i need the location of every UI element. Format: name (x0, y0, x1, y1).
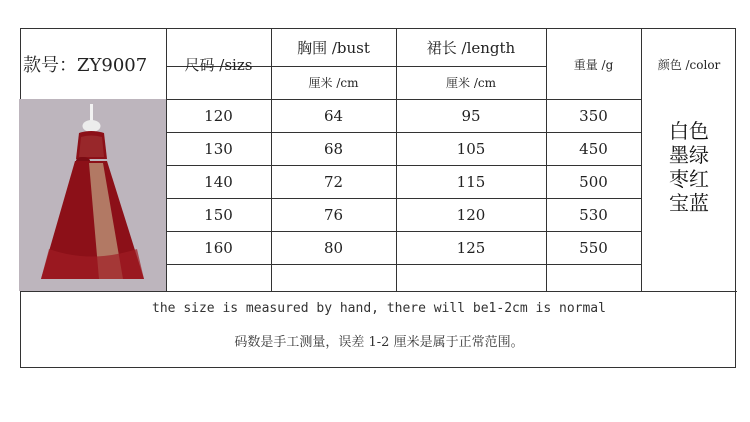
size-chart (20, 28, 736, 368)
color-option: 白色 (669, 119, 709, 143)
header-color: 颜色 /color (657, 57, 721, 72)
model-number: 款号：ZY9007 (23, 55, 148, 76)
bodice-embroidery (79, 136, 104, 158)
cell-size: 120 (204, 106, 233, 125)
header-weight: 重量 /g (573, 57, 614, 72)
color-list (641, 119, 737, 231)
note-english: the size is measured by hand, there will be1-2cm is normal (152, 301, 606, 316)
header-bust-unit: 厘米 /cm (308, 76, 359, 90)
mannequin-head (83, 120, 101, 132)
cell-bust: 80 (323, 238, 344, 257)
cell-bust: 68 (323, 139, 344, 158)
color-option: 宝蓝 (669, 191, 709, 215)
header-size: 尺码 /sizs (184, 55, 253, 74)
dress-illustration (19, 99, 166, 291)
cell-length: 115 (456, 172, 486, 191)
divider (21, 291, 737, 292)
header-length-unit: 厘米 /cm (446, 76, 496, 90)
cell-size: 140 (204, 172, 233, 191)
cell-weight: 350 (579, 106, 608, 125)
cell-length: 120 (456, 205, 486, 224)
cell-bust: 72 (323, 172, 344, 191)
cell-size: 130 (204, 139, 233, 158)
cell-size: 160 (204, 238, 233, 257)
cell-weight: 500 (579, 172, 608, 191)
cell-bust: 76 (323, 205, 344, 224)
cell-weight: 550 (579, 238, 608, 257)
color-option: 墨绿 (669, 143, 709, 167)
header-length: 裙长 /length (426, 39, 516, 57)
header-bust: 胸围 /bust (297, 39, 370, 57)
note-chinese: 码数是手工测量，误差 1-2 厘米是属于正常范围。 (234, 335, 524, 350)
cell-weight: 450 (579, 139, 608, 158)
cell-size: 150 (204, 205, 233, 224)
color-option: 枣红 (669, 167, 709, 191)
cell-length: 95 (461, 106, 481, 125)
cell-bust: 64 (323, 106, 344, 125)
cell-length: 125 (456, 238, 486, 257)
product-photo (19, 99, 166, 291)
cell-length: 105 (456, 139, 486, 158)
cell-weight: 530 (579, 205, 608, 224)
divider (166, 264, 641, 265)
